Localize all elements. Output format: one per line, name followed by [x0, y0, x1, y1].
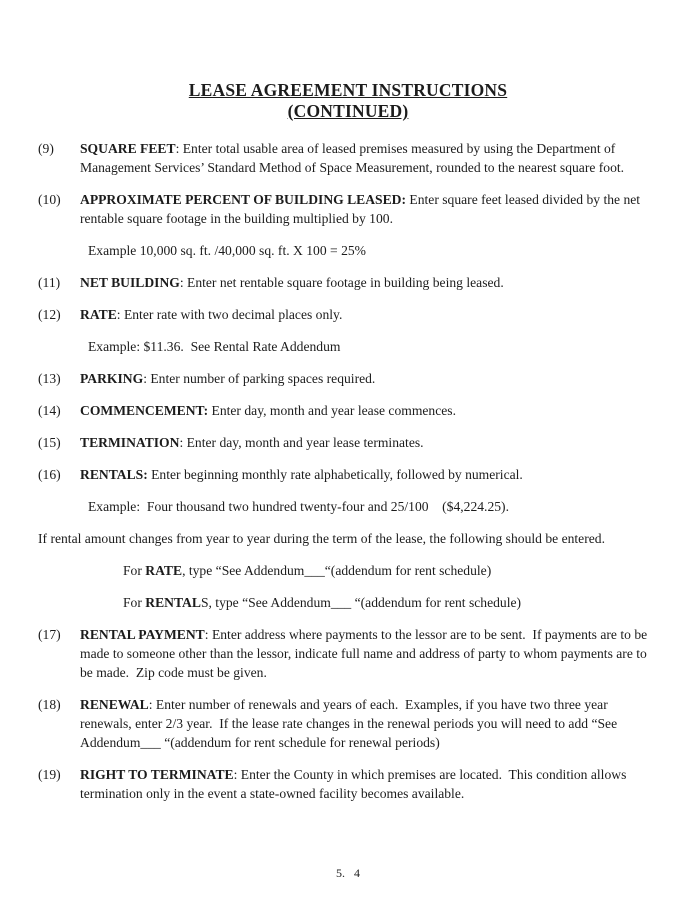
page-footer: 5. 4	[336, 866, 360, 880]
for-rentals-line	[123, 593, 658, 612]
example-line-16: Example: Four thousand two hundred twenty-four and 25/100 ($4,224.25).	[88, 499, 509, 514]
item-term: RENTAL PAYMENT	[80, 627, 205, 642]
item-number: (12)	[38, 307, 61, 322]
instruction-item-17	[38, 625, 658, 682]
item-text	[80, 695, 658, 752]
for-rest: S, type “See Addendum___ “(addendum for rent schedule)	[200, 595, 522, 610]
instruction-item-12	[38, 305, 658, 324]
item-term: RIGHT TO TERMINATE	[80, 767, 234, 782]
item-text	[80, 305, 658, 324]
item-number: (11)	[38, 275, 61, 290]
instruction-item-11	[38, 273, 658, 292]
instruction-item-14	[38, 401, 658, 420]
for-prefix: For	[123, 595, 146, 610]
item-description: : Enter number of parking spaces required.	[143, 371, 376, 386]
item-description: : Enter address where payments to the lessor are to be sent. If payments are to be made to someone other than the lessor, indicate full name and address of party to whom payments are to be made. Zip code must be given.	[80, 627, 651, 680]
title-line-1: LEASE AGREEMENT INSTRUCTIONS	[188, 80, 508, 100]
instruction-item-15	[38, 433, 658, 452]
page-title	[38, 80, 658, 122]
rental-change-note: If rental amount changes from year to year during the term of the lease, the following should be entered.	[38, 531, 605, 546]
title-line-2: (CONTINUED)	[287, 101, 409, 121]
item-term: RENTALS:	[80, 467, 148, 482]
document-content	[38, 0, 658, 816]
for-rest: , type “See Addendum___“(addendum for rent schedule)	[182, 563, 492, 578]
item-number: (18)	[38, 697, 61, 712]
for-term: RATE	[145, 563, 183, 578]
item-number: (13)	[38, 371, 61, 386]
item-description: : Enter rate with two decimal places only.	[116, 307, 343, 322]
item-term: APPROXIMATE PERCENT OF BUILDING LEASED:	[80, 192, 407, 207]
item-term: COMMENCEMENT:	[80, 403, 209, 418]
item-number: (10)	[38, 192, 61, 207]
item-term: RATE	[80, 307, 117, 322]
item-description: : Enter total usable area of leased premises measured by using the Department of Management Services’ Standard Method of Space Measurement, rounded to the nearest square foot.	[80, 141, 625, 175]
for-prefix: For	[123, 563, 146, 578]
item-term: NET BUILDING	[80, 275, 180, 290]
instruction-item-19	[38, 765, 658, 803]
item-term: SQUARE FEET	[80, 141, 176, 156]
item-number: (15)	[38, 435, 61, 450]
item-number: (16)	[38, 467, 61, 482]
item-description: Enter beginning monthly rate alphabetically, followed by numerical.	[147, 467, 523, 482]
item-text	[80, 401, 658, 420]
item-number: (9)	[38, 141, 54, 156]
item-text	[80, 369, 658, 388]
example-line-10: Example 10,000 sq. ft. /40,000 sq. ft. X 100 = 25%	[88, 243, 367, 258]
item-text	[80, 433, 658, 452]
example-line-12: Example: $11.36. See Rental Rate Addendum	[88, 339, 341, 354]
item-text	[80, 273, 658, 292]
for-rate-line	[123, 561, 658, 580]
item-description: Enter day, month and year lease commences.	[208, 403, 456, 418]
item-description: : Enter the County in which premises are located. This condition allows termination only in the event a state-owned facility becomes available.	[80, 767, 630, 801]
item-text	[80, 190, 658, 228]
item-term: TERMINATION	[80, 435, 180, 450]
instruction-item-10	[38, 190, 658, 228]
item-description: : Enter day, month and year lease terminates.	[179, 435, 424, 450]
item-number: (14)	[38, 403, 61, 418]
for-term: RENTAL	[145, 595, 201, 610]
item-text	[80, 625, 658, 682]
item-description: : Enter net rentable square footage in building being leased.	[179, 275, 504, 290]
item-term: RENEWAL	[80, 697, 149, 712]
item-number: (19)	[38, 767, 61, 782]
item-description: : Enter number of renewals and years of each. Examples, if you have two three year renewals, enter 2/3 year. If the lease rate changes in the renewal periods you will need to add “See Addendum___ “(addendum for rent schedule for renewal periods)	[80, 697, 620, 750]
item-text	[80, 765, 658, 803]
instruction-item-9	[38, 139, 658, 177]
item-text	[80, 139, 658, 177]
instruction-item-16	[38, 465, 658, 484]
item-term: PARKING	[80, 371, 144, 386]
item-description: Enter square feet leased divided by the net rentable square footage in the building multiplied by 100.	[80, 192, 644, 226]
instruction-item-13	[38, 369, 658, 388]
item-number: (17)	[38, 627, 61, 642]
instruction-item-18	[38, 695, 658, 752]
item-text	[80, 465, 658, 484]
